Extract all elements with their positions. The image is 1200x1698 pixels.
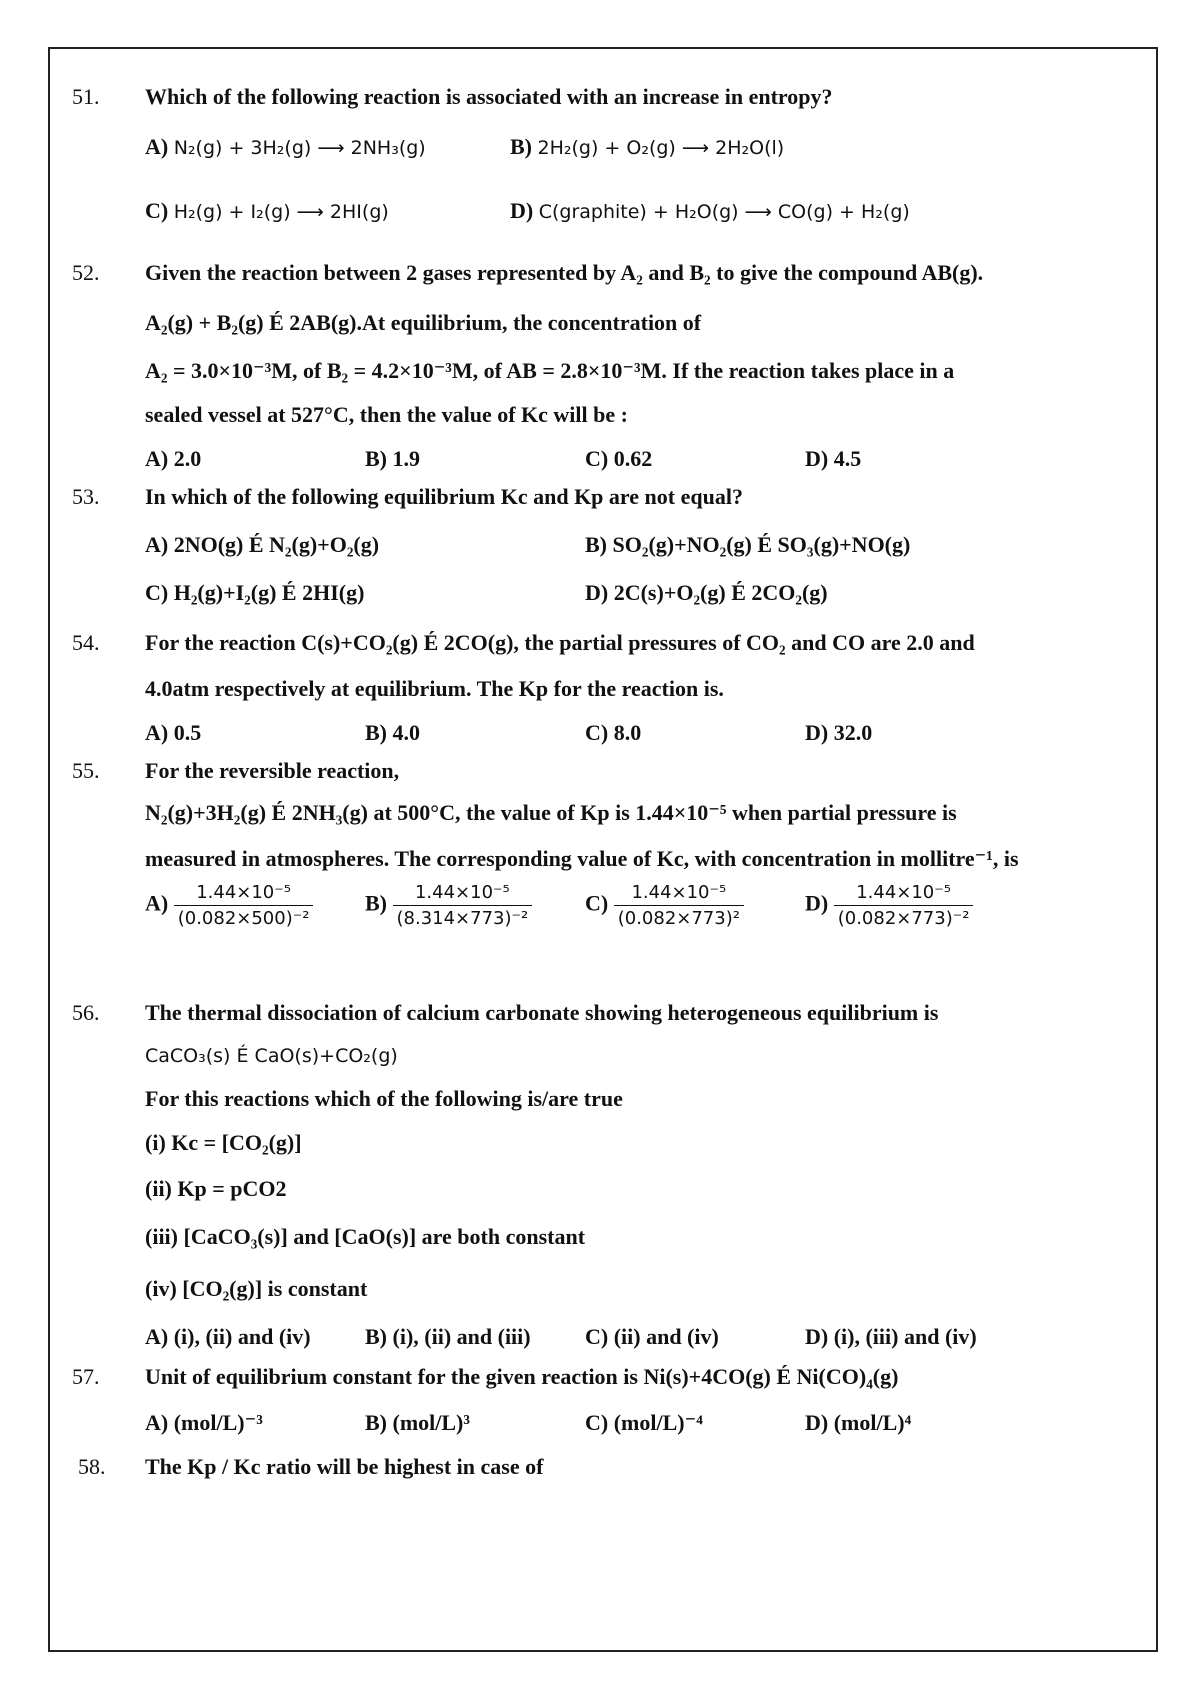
option-b: B) (i), (ii) and (iii) (365, 1324, 531, 1349)
option-c: C) 0.62 (585, 446, 653, 471)
option-c: C) $\frac{\text{1.44×10⁻⁵}}{\text{(0.082×773)²}}$ (585, 882, 744, 929)
fraction: $\frac{\text{1.44×10⁻⁵}}{\text{(8.314×773)⁻²}}$ (393, 882, 533, 929)
option-b: B) (mol/L)³ (365, 1410, 470, 1435)
question-number: 54. (72, 630, 100, 655)
question-line-1: The thermal dissociation of calcium carbonate showing heterogeneous equilibrium is (145, 1000, 939, 1025)
statement-i: (i) Kc = [CO₂(g)] (145, 1130, 302, 1155)
option-d: D) 2C(s)+O₂(g) É 2CO₂(g) (585, 580, 828, 605)
option-c: C) 8.0 (585, 720, 642, 745)
question-line-3: For this reactions which of the following is/are true (145, 1086, 623, 1111)
question-line-2: CaCO₃(s) É CaO(s)+CO₂(g) (145, 1045, 398, 1067)
option-b: B) SO₂(g)+NO₂(g) É SO₃(g)+NO(g) (585, 532, 911, 557)
option-c: C) (mol/L)⁻⁴ (585, 1410, 703, 1435)
question-line-1: Given the reaction between 2 gases represented by A₂ and B₂ to give the compound AB(g). (145, 260, 984, 285)
question-number: 58. (78, 1454, 106, 1479)
option-c: C) H₂(g) + I₂(g) ⟶ 2HI(g) (145, 198, 389, 223)
fraction: $\frac{\text{1.44×10⁻⁵}}{\text{(0.082×500)⁻²}}$ (174, 882, 314, 929)
question-text: Which of the following reaction is associated with an increase in entropy? (145, 84, 833, 109)
question-text: The Kp / Kc ratio will be highest in case of (145, 1454, 544, 1479)
option-a: A) 0.5 (145, 720, 202, 745)
option-d: D) 4.5 (805, 446, 862, 471)
question-line-1: For the reaction C(s)+CO₂(g) É 2CO(g), the partial pressures of CO₂ and CO are 2.0 and (145, 630, 975, 655)
statement-iv: (iv) [CO₂(g)] is constant (145, 1276, 368, 1301)
option-c: C) (ii) and (iv) (585, 1324, 719, 1349)
question-line-1: For the reversible reaction, (145, 758, 400, 783)
statement-iii: (iii) [CaCO₃(s)] and [CaO(s)] are both constant (145, 1224, 586, 1249)
fraction: $\frac{\text{1.44×10⁻⁵}}{\text{(0.082×773)⁻²}}$ (834, 882, 974, 929)
question-line-2: 4.0atm respectively at equilibrium. The Kp for the reaction is. (145, 676, 724, 701)
option-b: B) 4.0 (365, 720, 420, 745)
question-number: 51. (72, 84, 100, 109)
option-d: D) (mol/L)⁴ (805, 1410, 912, 1435)
question-number: 57. (72, 1364, 100, 1389)
option-a: A) (mol/L)⁻³ (145, 1410, 263, 1435)
option-d: D) C(graphite) + H₂O(g) ⟶ CO(g) + H₂(g) (510, 198, 910, 223)
question-text: In which of the following equilibrium Kc and Kp are not equal? (145, 484, 743, 509)
question-number: 53. (72, 484, 100, 509)
question-text: Unit of equilibrium constant for the given reaction is Ni(s)+4CO(g) É Ni(CO)₄(g) (145, 1364, 899, 1389)
option-a: A) (i), (ii) and (iv) (145, 1324, 311, 1349)
option-b: B) 1.9 (365, 446, 420, 471)
option-d: D) 32.0 (805, 720, 873, 745)
option-a: A) 2.0 (145, 446, 202, 471)
question-line-2: A₂(g) + B₂(g) É 2AB(g).At equilibrium, the concentration of (145, 310, 702, 335)
option-d: D) $\frac{\text{1.44×10⁻⁵}}{\text{(0.082×773)⁻²}}$ (805, 882, 973, 929)
question-number: 56. (72, 1000, 100, 1025)
question-line-3: A₂ = 3.0×10⁻³M, of B₂ = 4.2×10⁻³M, of AB = 2.8×10⁻³M. If the reaction takes place in a (145, 358, 955, 383)
statement-ii: (ii) Kp = pCO2 (145, 1176, 287, 1201)
fraction: $\frac{\text{1.44×10⁻⁵}}{\text{(0.082×773)²}}$ (614, 882, 744, 929)
option-a: A) N₂(g) + 3H₂(g) ⟶ 2NH₃(g) (145, 134, 426, 159)
question-line-2: N₂(g)+3H₂(g) É 2NH₃(g) at 500°C, the value of Kp is 1.44×10⁻⁵ when partial pressure is (145, 800, 957, 825)
question-number: 55. (72, 758, 100, 783)
option-b: B) $\frac{\text{1.44×10⁻⁵}}{\text{(8.314×773)⁻²}}$ (365, 882, 532, 929)
option-c: C) H₂(g)+I₂(g) É 2HI(g) (145, 580, 365, 605)
option-d: D) (i), (iii) and (iv) (805, 1324, 977, 1349)
question-number: 52. (72, 260, 100, 285)
option-a: A) 2NO(g) É N₂(g)+O₂(g) (145, 532, 380, 557)
question-line-3: measured in atmospheres. The corresponding value of Kc, with concentration in mollitre⁻¹, is (145, 846, 1019, 871)
question-line-4: sealed vessel at 527°C, then the value of Kc will be : (145, 402, 628, 427)
option-a: A) $\frac{\text{1.44×10⁻⁵}}{\text{(0.082×500)⁻²}}$ (145, 882, 313, 929)
option-b: B) 2H₂(g) + O₂(g) ⟶ 2H₂O(l) (510, 134, 785, 159)
